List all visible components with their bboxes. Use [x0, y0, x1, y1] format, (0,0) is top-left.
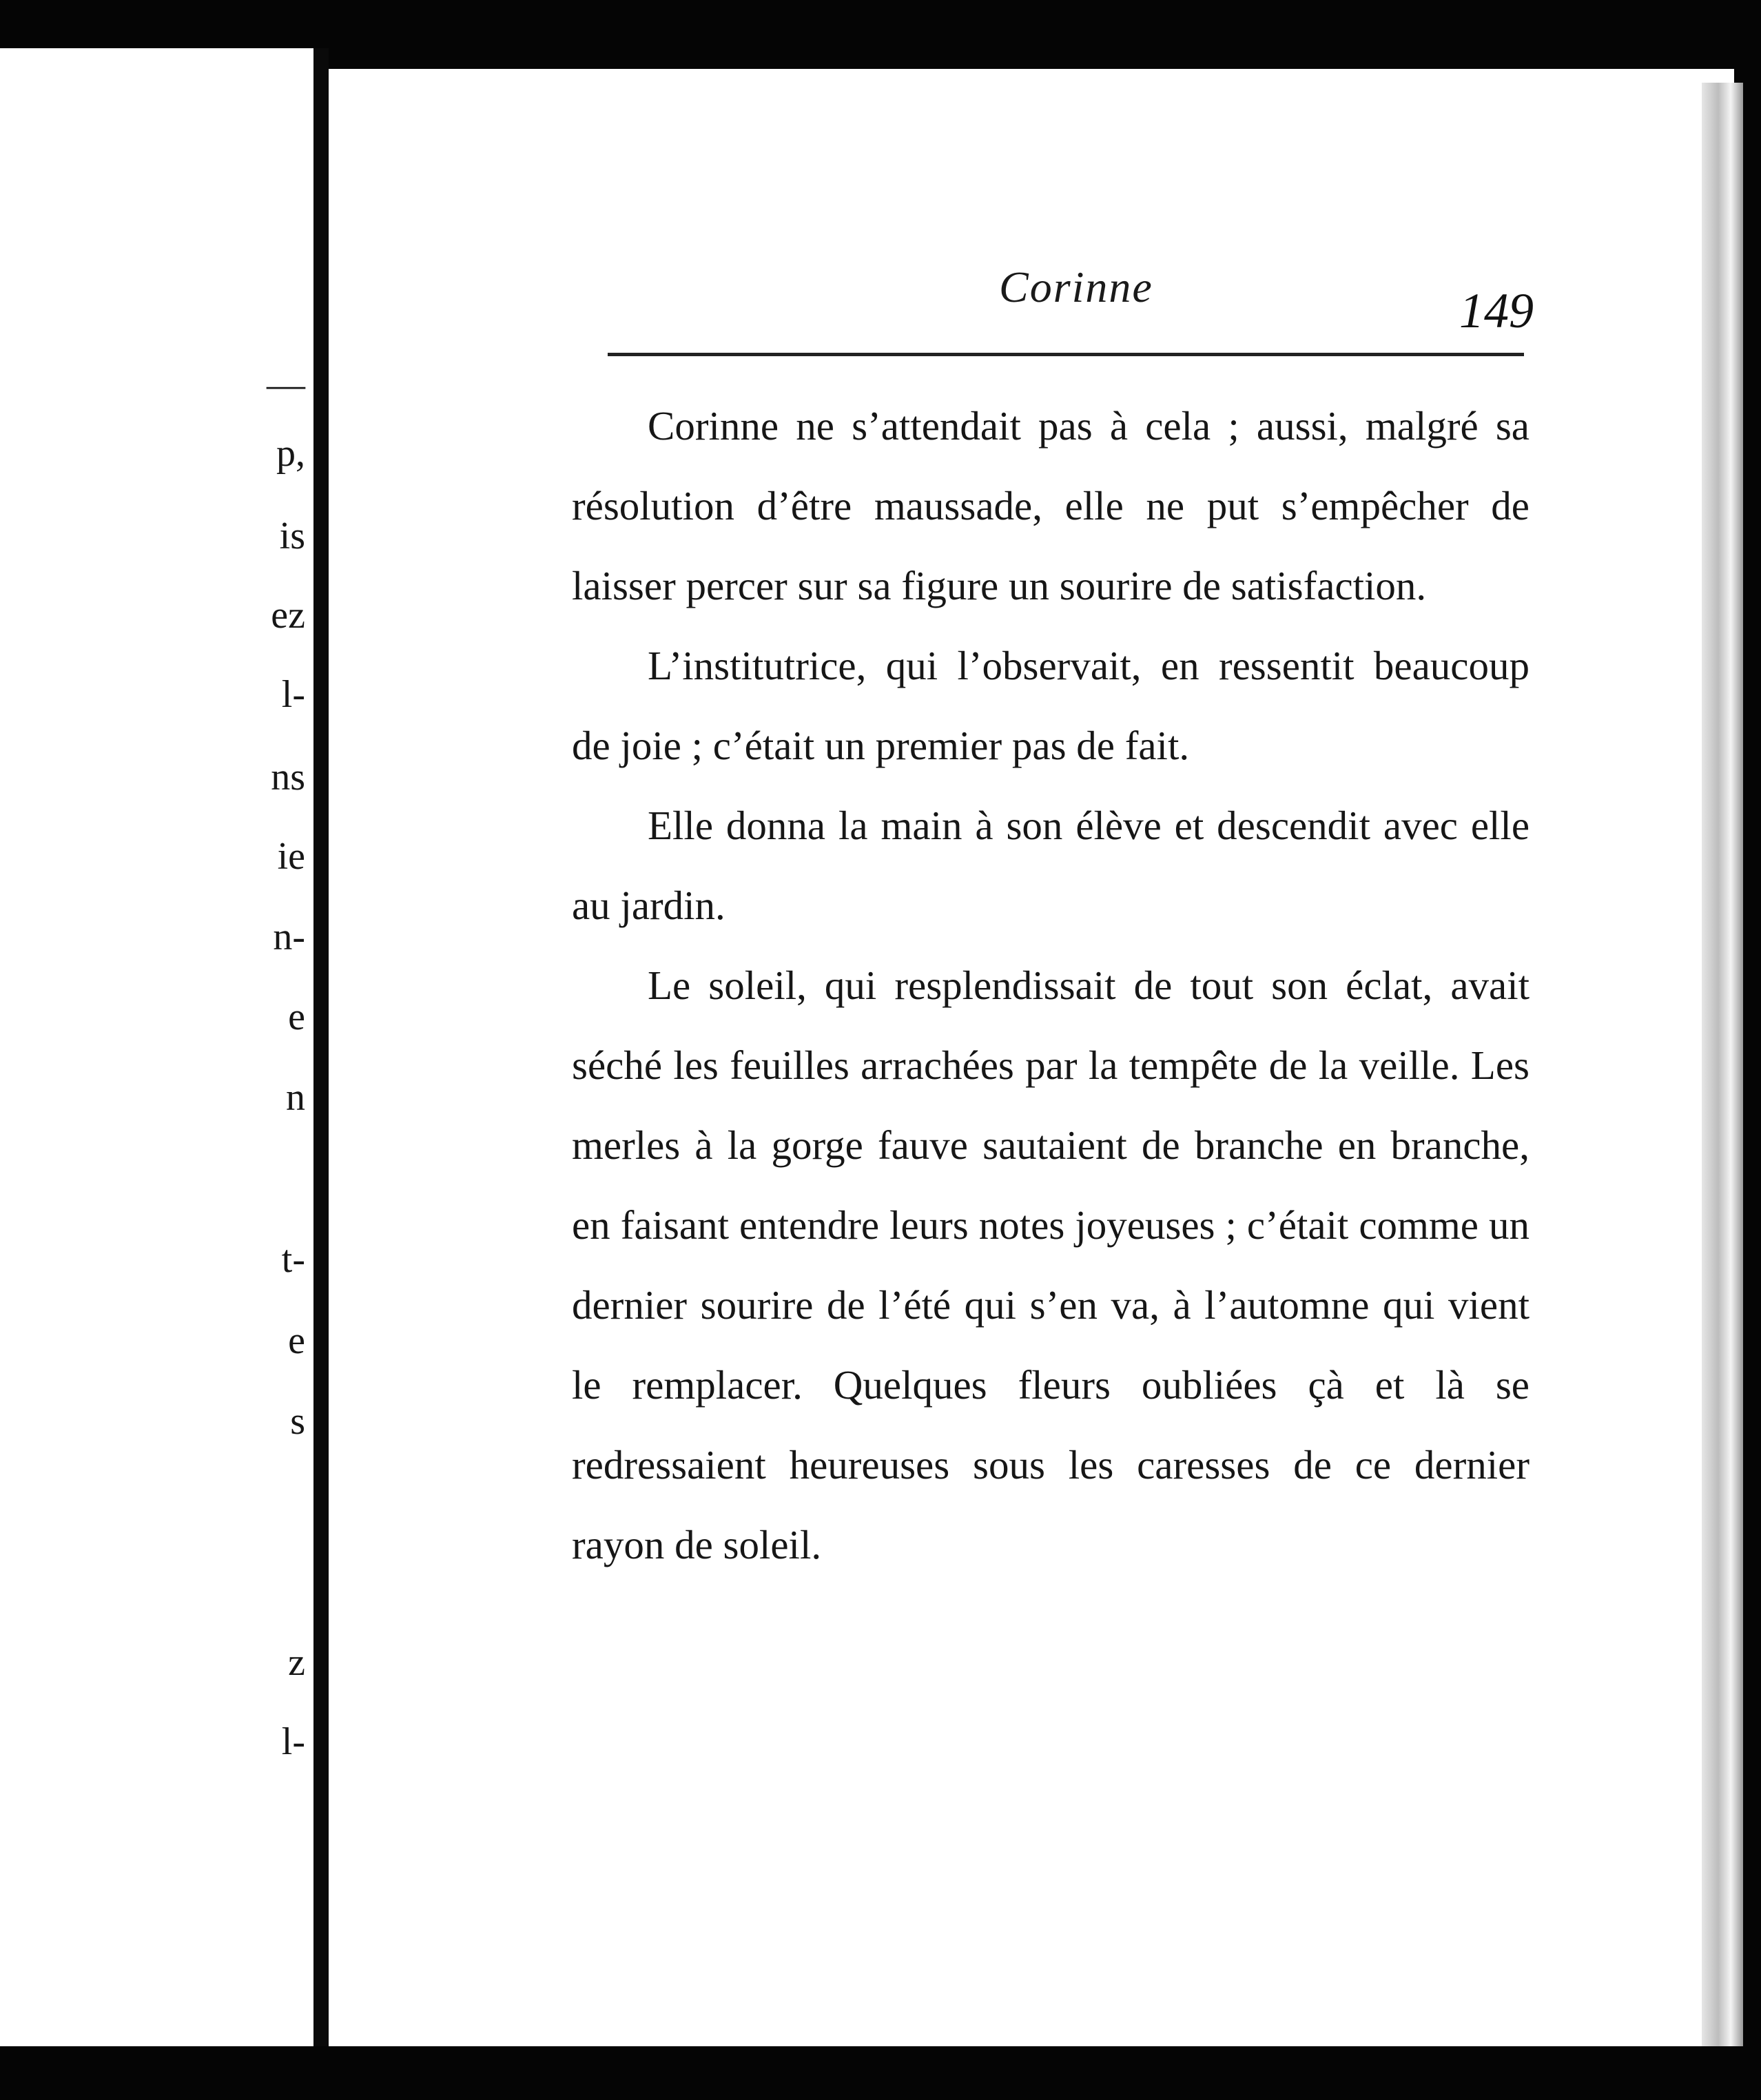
paragraph: Corinne ne s’attendait pas à cela ; aussi, malgré sa résolution d’être maussade, elle ne put s’empêcher de laisser percer sur sa figure un sourire de satisfaction. — [572, 403, 1530, 608]
paragraph: Elle donna la main à son élève et descendit avec elle au jardin. — [572, 803, 1530, 928]
left-fragment: n- — [273, 916, 305, 958]
left-fragment: t- — [281, 1238, 305, 1281]
left-fragment: l- — [281, 1720, 305, 1763]
paragraph: L’institutrice, qui l’observait, en ressentit beaucoup de joie ; c’était un premier pas de fait. — [572, 643, 1530, 768]
left-fragment: — — [267, 363, 305, 406]
left-fragment: l- — [281, 673, 305, 716]
left-fragment: p, — [276, 432, 305, 475]
left-fragment: is — [279, 515, 305, 557]
left-fragment: z — [288, 1641, 305, 1684]
running-title: Corinne — [999, 262, 1153, 311]
left-fragment: ns — [271, 756, 305, 799]
left-fragment: ie — [277, 835, 305, 878]
book-spine — [313, 48, 329, 2046]
body-text — [572, 386, 1530, 1585]
left-fragment: e — [288, 1319, 305, 1362]
previous-page — [0, 48, 313, 2046]
left-fragment: n — [286, 1076, 305, 1119]
page-number: 149 — [1459, 283, 1534, 338]
left-fragment: e — [288, 996, 305, 1038]
left-fragment: s — [290, 1400, 305, 1443]
left-fragment: ez — [271, 594, 305, 637]
page-edge — [1702, 83, 1743, 2046]
header-rule — [608, 353, 1524, 356]
paragraph: Le soleil, qui resplendissait de tout son éclat, avait séché les feuilles arrachées par la tempête de la veille. Les merles à la gorge fauve sautaient de branche en branche, en faisant entendre leurs notes joyeuses ; c’était comme un dernier sourire de l’été qui s’en va, à l’automne qui vient le remplacer. Quelques fleurs oubliées çà et là se redressaient heureuses sous les caresses de ce dernier rayon de soleil. — [572, 962, 1530, 1567]
